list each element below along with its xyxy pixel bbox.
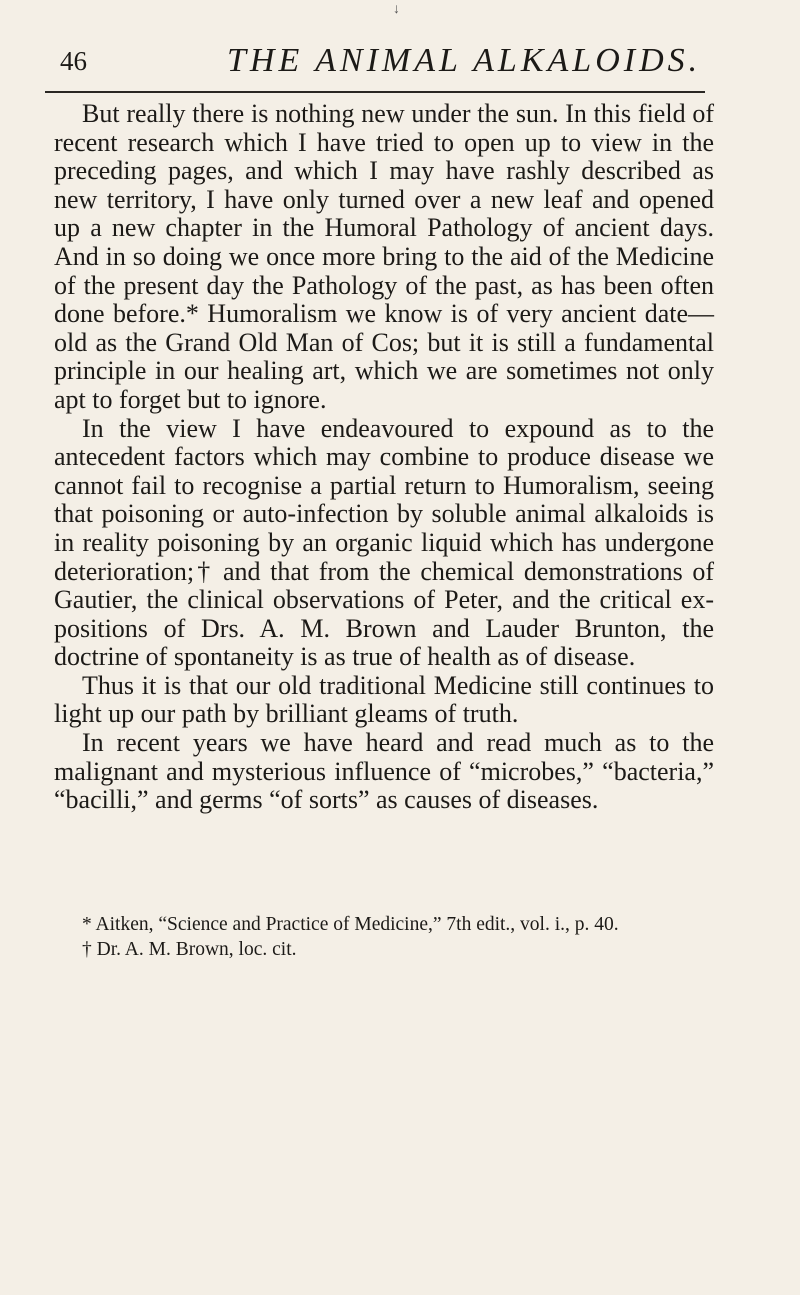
footnotes xyxy=(54,912,714,962)
running-head: THE ANIMAL ALKALOIDS. xyxy=(227,42,702,79)
header-rule xyxy=(45,91,705,93)
page-number: 46 xyxy=(60,46,87,76)
paragraph: In the view I have endeavoured to expound as to the antecedent factors which may combine to produce disease we cannot fail to recognise a partial return to Humoralism, seeing that poisoning or auto-infection by soluble animal alkaloids is in reality poisoning by an organic liquid which has undergone deterioration;† and that from the chemical demonstrations of Gautier, the clinical observations of Peter, and the critical expositions of Drs. A. M. Brown and Lauder Brunton, the doctrine of spontaneity is as true of health as of disease. xyxy=(54,413,714,672)
footnote: * Aitken, “Science and Practice of Medicine,” 7th edit., vol. i., p. 40. xyxy=(82,914,619,935)
paragraph: But really there is nothing new under the sun. In this field of recent research which I have tried to open up to view in the preceding pages, and which I may have rashly described as new territory, I have only turned over a new leaf and opened up a new chapter in the Humoral Pathology of ancient days. And in so doing we once more bring to the aid of the Medicine of the present day the Pathology of the past, as has been often done before.* Humoralism we know is of very ancient date—old as the Grand Old Man of Cos; but it is still a fundamental principle in our healing art, which we are sometimes not only apt to forget but to ignore. xyxy=(54,99,714,414)
body-text xyxy=(54,100,714,815)
footnote: † Dr. A. M. Brown, loc. cit. xyxy=(82,939,297,960)
paragraph: Thus it is that our old traditional Medicine still continues to light up our path by brilliant gleams of truth. xyxy=(54,670,714,729)
page-header xyxy=(60,38,720,88)
top-mark: ↓ xyxy=(393,2,400,17)
paragraph: In recent years we have heard and read much as to the malignant and mysterious influence of “microbes,” “bacteria,” “bacilli,” and germs “of sorts” as causes of diseases. xyxy=(54,728,714,815)
